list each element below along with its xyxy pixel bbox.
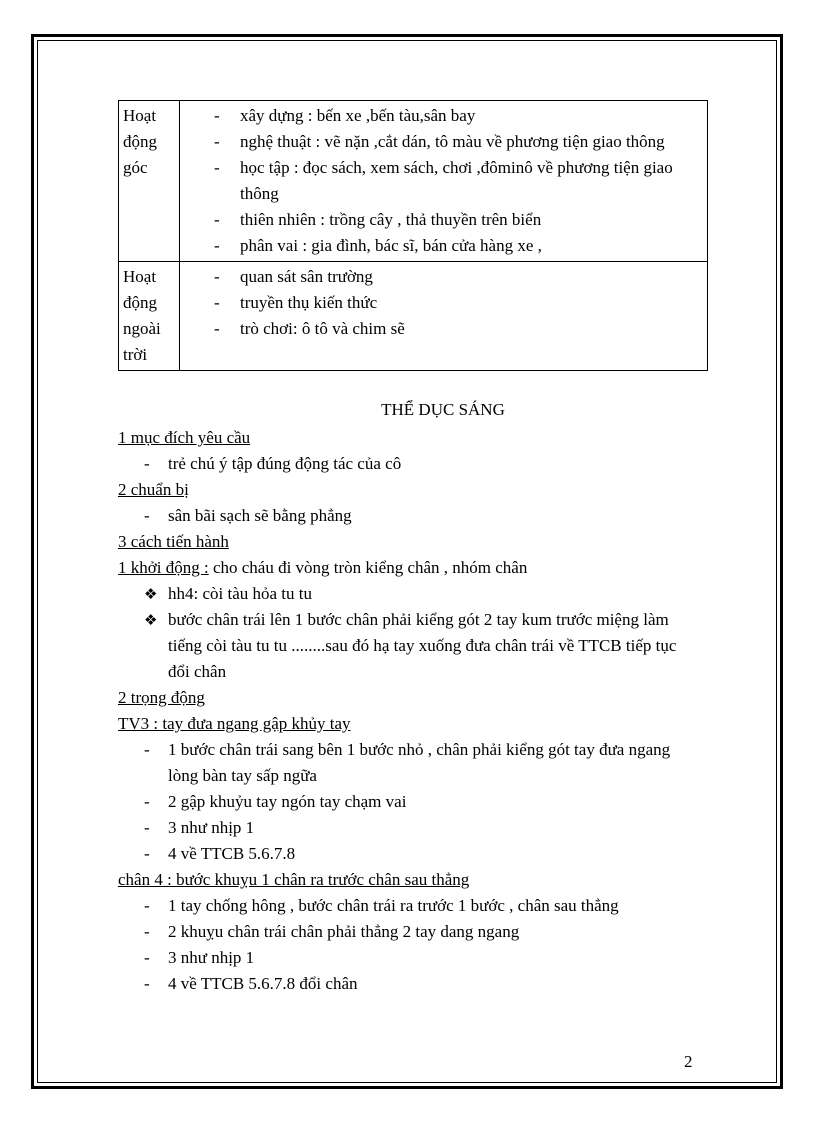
list-item: - 1 bước chân trái sang bên 1 bước nhỏ , chân phải kiểng gót tay đưa ngang lòng bàn tay sấp ngữa (118, 737, 698, 789)
list-item: - 2 gập khuỷu tay ngón tay chạm vai (118, 789, 698, 815)
tv3-list (118, 737, 698, 867)
heading-warmup: 1 khởi động : (118, 558, 209, 577)
list-item: - học tập : đọc sách, xem sách, chơi ,đôminô về phương tiện giao thông (184, 155, 703, 207)
row-label-line: góc (123, 158, 148, 177)
row-content-cell (180, 262, 708, 371)
document-content (118, 100, 698, 997)
heading-preparation: 2 chuẩn bị (118, 480, 189, 499)
list-item (118, 581, 698, 607)
heading-main: 2 trọng động (118, 688, 205, 707)
page-number: 2 (684, 1052, 693, 1071)
row-content-cell (180, 101, 708, 262)
row-label-cell (119, 262, 180, 371)
preparation-list (118, 503, 698, 529)
row-label-line: Hoạt (123, 106, 157, 125)
warmup-text: cho cháu đi vòng tròn kiểng chân , nhóm chân (208, 558, 528, 577)
leg-list (118, 893, 698, 997)
list-item: - sân bãi sạch sẽ bằng phẳng (118, 503, 698, 529)
diamond-bullet-icon: ❖ (144, 611, 158, 629)
list-item: - 2 khuỵu chân trái chân phải thẳng 2 tay dang ngang (118, 919, 698, 945)
list-item: - 3 như nhịp 1 (118, 945, 698, 971)
diamond-bullet-icon: ❖ (144, 585, 158, 603)
list-item: - xây dựng : bến xe ,bến tàu,sân bay (184, 103, 703, 129)
list-item: - thiên nhiên : trồng cây , thả thuyền trên biển (184, 207, 703, 233)
row-label-cell (119, 101, 180, 262)
heading-tv3: TV3 : tay đưa ngang gập khủy tay (118, 714, 351, 733)
row-label-line: động (123, 293, 157, 312)
list-item: - nghệ thuật : vẽ nặn ,cắt dán, tô màu về phương tiện giao thông (184, 129, 703, 155)
activity-table (118, 100, 708, 371)
list-item: - quan sát sân trường (184, 264, 703, 290)
list-item: - trò chơi: ô tô và chim sẽ (184, 316, 703, 342)
heading-procedure: 3 cách tiến hành (118, 532, 229, 551)
list-item: - phân vai : gia đình, bác sĩ, bán cửa hàng xe , (184, 233, 703, 259)
list-item: - 1 tay chống hông , bước chân trái ra trước 1 bước , chân sau thẳng (118, 893, 698, 919)
activity-list (184, 103, 703, 259)
warmup-bullets (118, 581, 698, 685)
table-row (119, 262, 708, 371)
row-label-line: Hoạt (123, 267, 157, 286)
list-item: - 4 về TTCB 5.6.7.8 đổi chân (118, 971, 698, 997)
activity-list (184, 264, 703, 342)
purpose-list (118, 451, 698, 477)
section-title: THỂ DỤC SÁNG (381, 400, 505, 419)
list-item: - truyền thụ kiến thức (184, 290, 703, 316)
row-label-line: ngoài (123, 319, 161, 338)
list-item: - 4 về TTCB 5.6.7.8 (118, 841, 698, 867)
list-item: - trẻ chú ý tập đúng động tác của cô (118, 451, 698, 477)
row-label-line: trời (123, 345, 148, 364)
row-label-line: động (123, 132, 157, 151)
bullet-text: bước chân trái lên 1 bước chân phải kiểng gót 2 tay kum trước miệng làm tiếng còi tàu tu tu ........sau đó hạ tay xuống đưa chân trái về TTCB tiếp tục đổi chân (168, 610, 677, 681)
warmup-line (118, 555, 698, 581)
table-row (119, 101, 708, 262)
list-item (118, 607, 698, 685)
list-item: - 3 như nhịp 1 (118, 815, 698, 841)
heading-leg: chân 4 : bước khuỵu 1 chân ra trước chân sau thẳng (118, 870, 470, 889)
heading-purpose: 1 mục đích yêu cầu (118, 428, 251, 447)
bullet-text: hh4: còi tàu hỏa tu tu (168, 584, 313, 603)
